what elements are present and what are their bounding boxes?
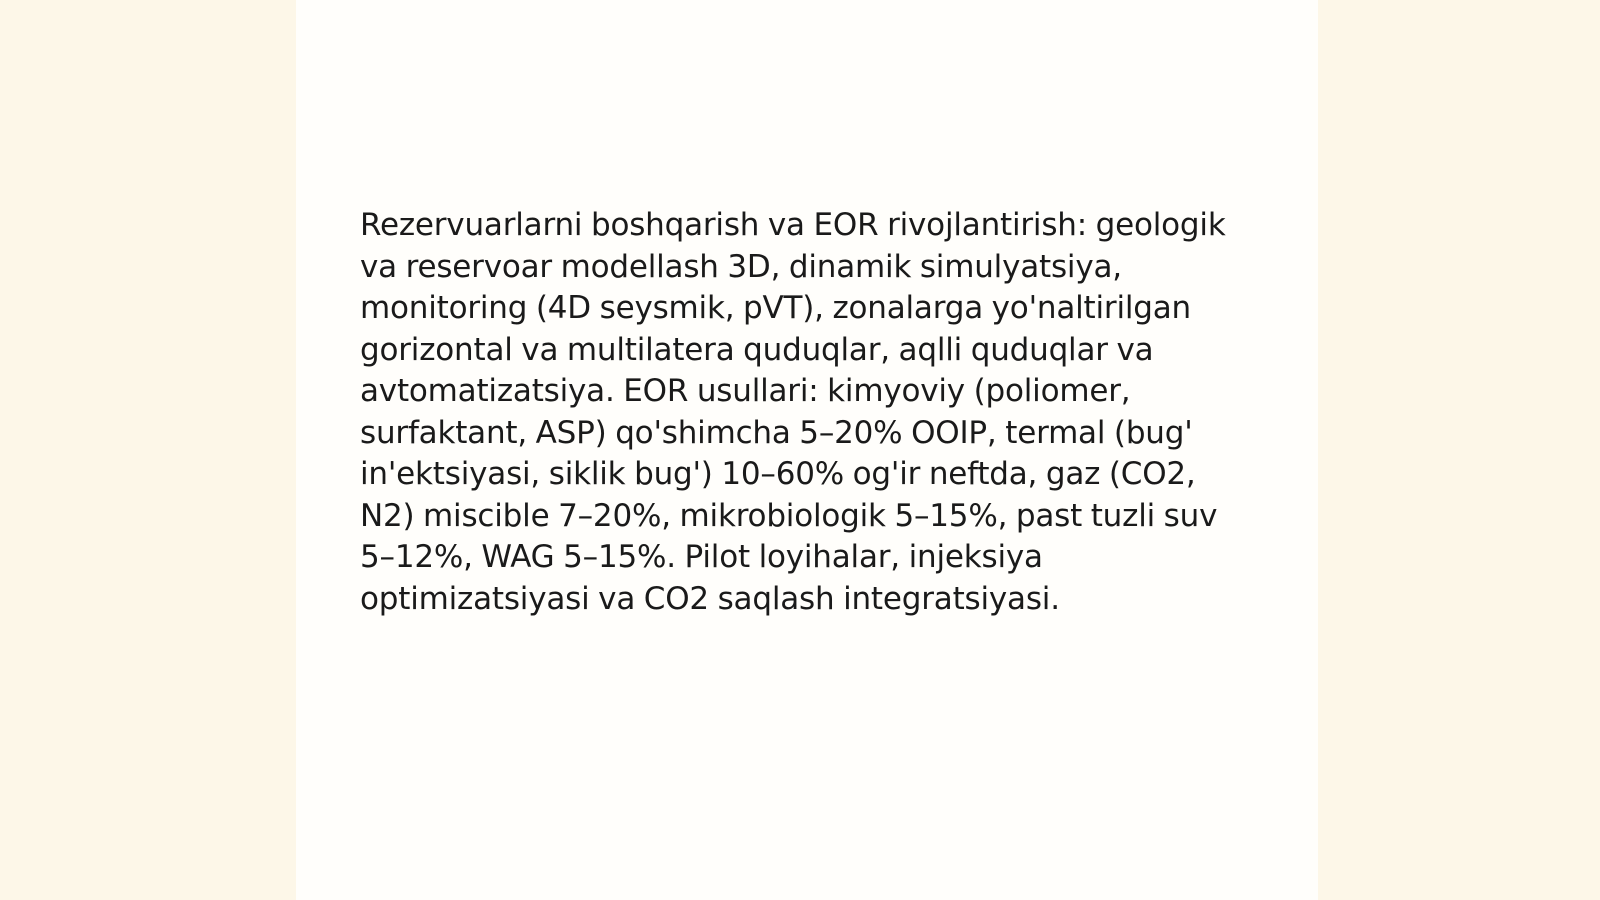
- document-page: [296, 0, 1318, 900]
- body-paragraph: Rezervuarlarni boshqarish va EOR rivojlantirish: geologik va reservoar modellash 3D, dinamik simulyatsiya, monitoring (4D seysmik, pVT), zonalarga yo'naltirilgan gorizontal va multilatera quduqlar, aqlli quduqlar va avtomatizatsiya. EOR usullari: kimyoviy (poliomer, surfaktant, ASP) qo'shimcha 5–20% OOIP, termal (bug' in'ektsiyasi, siklik bug') 10–60% og'ir neftda, gaz (CO2, N2) miscible 7–20%, mikrobiologik 5–15%, past tuzli suv 5–12%, WAG 5–15%. Pilot loyihalar, injeksiya optimizatsiyasi va CO2 saqlash integratsiyasi.: [360, 207, 1226, 617]
